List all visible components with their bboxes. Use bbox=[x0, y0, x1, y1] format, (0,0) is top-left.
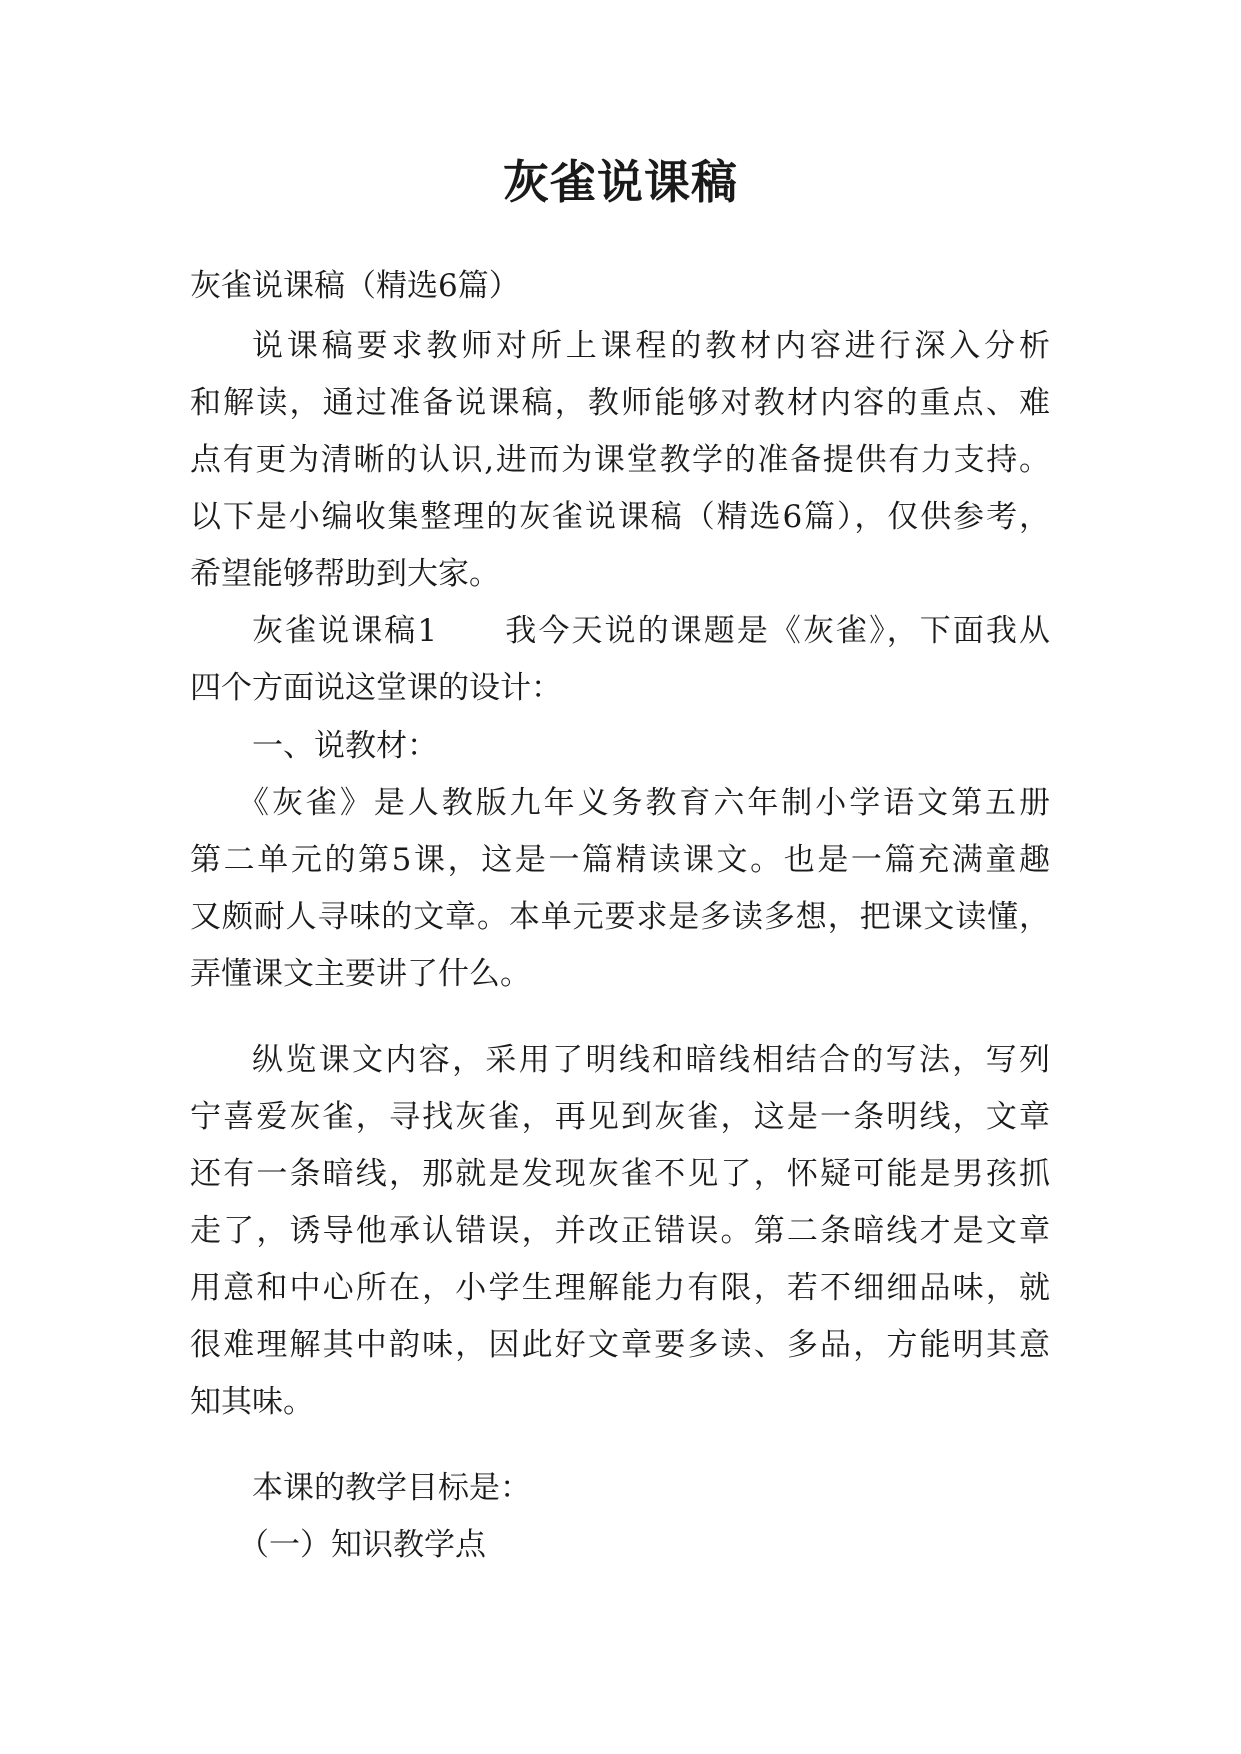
paragraph-line: 本课的教学目标是： bbox=[252, 1470, 531, 1506]
paragraph-line: 四个方面说这堂课的设计： bbox=[190, 670, 562, 706]
section-heading: （一）知识教学点 bbox=[238, 1527, 486, 1563]
paragraph-line: 很难理解其中韵味，因此好文章要多读、多品，方能明其意 bbox=[190, 1327, 1050, 1363]
paragraph-line: 用意和中心所在，小学生理解能力有限，若不细细品味，就 bbox=[190, 1270, 1050, 1306]
paragraph-line: 第二单元的第5课，这是一篇精读课文。也是一篇充满童趣 bbox=[190, 842, 1050, 878]
paragraph-line: 灰雀说课稿1 我今天说的课题是《灰雀》，下面我从 bbox=[252, 613, 1050, 649]
paragraph-line: 和解读，通过准备说课稿，教师能够对教材内容的重点、难 bbox=[190, 385, 1050, 421]
paragraph-line: 知其味。 bbox=[190, 1384, 314, 1420]
paragraph-line: 又颇耐人寻味的文章。本单元要求是多读多想，把课文读懂， bbox=[190, 899, 1050, 935]
paragraph-line: 弄懂课文主要讲了什么。 bbox=[190, 956, 531, 992]
subtitle-line: 灰雀说课稿（精选6篇） bbox=[190, 268, 520, 304]
paragraph-line: 宁喜爱灰雀，寻找灰雀，再见到灰雀，这是一条明线，文章 bbox=[190, 1099, 1050, 1135]
paragraph-line: 点有更为清晰的认识,进而为课堂教学的准备提供有力支持。 bbox=[190, 442, 1050, 478]
document-title: 灰雀说课稿 bbox=[503, 155, 738, 209]
paragraph-line: 以下是小编收集整理的灰雀说课稿（精选6篇），仅供参考， bbox=[190, 499, 1050, 535]
paragraph-line: 还有一条暗线，那就是发现灰雀不见了，怀疑可能是男孩抓 bbox=[190, 1156, 1050, 1192]
paragraph-line: 《灰雀》是人教版九年义务教育六年制小学语文第五册 bbox=[238, 785, 1050, 821]
section-heading: 一、说教材： bbox=[252, 728, 438, 764]
paragraph-line: 纵览课文内容，采用了明线和暗线相结合的写法，写列 bbox=[252, 1042, 1050, 1078]
paragraph-line: 走了，诱导他承认错误，并改正错误。第二条暗线才是文章 bbox=[190, 1213, 1050, 1249]
paragraph-line: 说课稿要求教师对所上课程的教材内容进行深入分析 bbox=[252, 328, 1050, 364]
paragraph-line: 希望能够帮助到大家。 bbox=[190, 556, 500, 592]
